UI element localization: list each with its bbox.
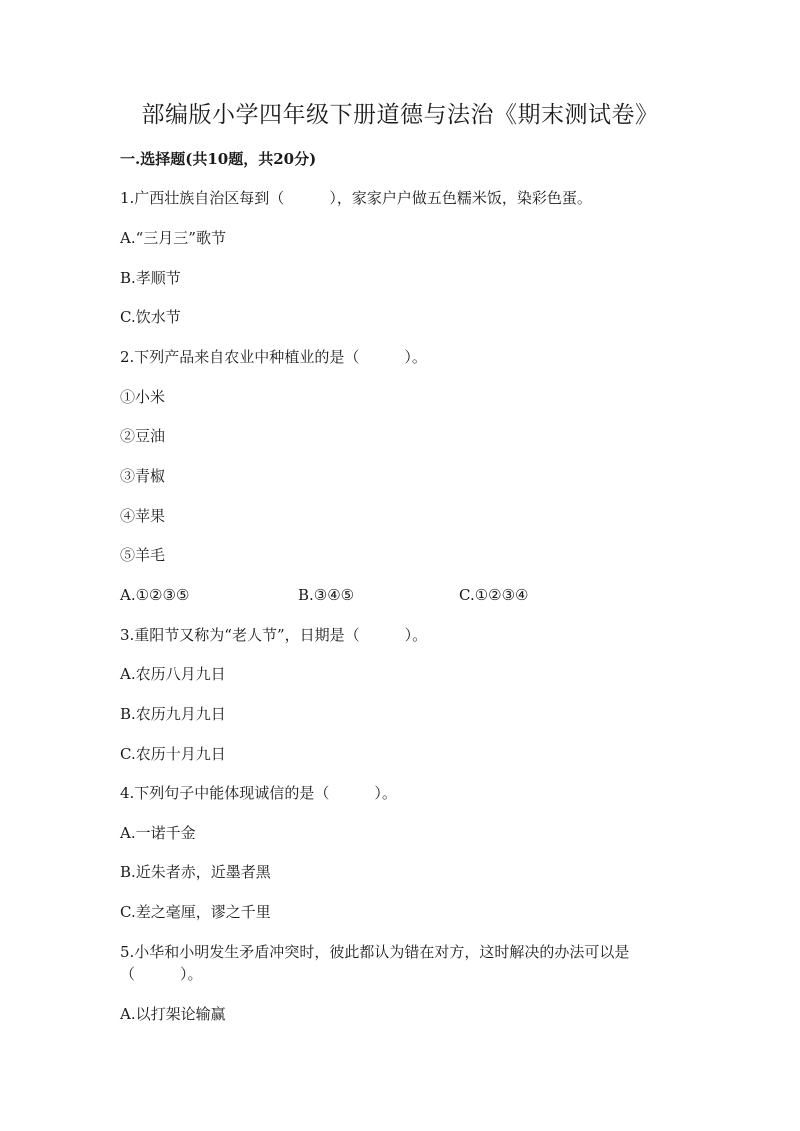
question-2-option-c: C.①②③④ [459,586,529,604]
question-1-option-b: B.孝顺节 [120,269,181,287]
question-2-item-5: ⑤羊毛 [120,546,166,564]
question-4-option-b: B.近朱者赤，近墨者黑 [120,863,271,881]
question-5-stem-line-1: 5.小华和小明发生矛盾冲突时，彼此都认为错在对方，这时解决的办法可以是 [120,943,630,961]
question-2-option-a: A.①②③⑤ [120,586,190,604]
question-3-option-a: A.农历八月九日 [120,665,226,683]
question-2-item-1: ①小米 [120,388,166,406]
question-2-option-b: B.③④⑤ [298,586,355,604]
question-1-option-c: C.饮水节 [120,308,181,326]
question-2-item-2: ②豆油 [120,427,166,445]
question-5-option-a: A.以打架论输赢 [120,1005,226,1023]
question-4-stem: 4.下列句子中能体现诚信的是（ ）。 [120,784,397,802]
section-heading: 一.选择题(共10题，共20分) [120,150,317,168]
question-4-option-c: C.差之毫厘，谬之千里 [120,903,271,921]
question-2-item-4: ④苹果 [120,507,166,525]
question-3-option-b: B.农历九月九日 [120,705,226,723]
question-1-option-a: A.“三月三”歌节 [120,229,226,247]
question-3-option-c: C.农历十月九日 [120,745,226,763]
question-2-item-3: ③青椒 [120,467,166,485]
question-3-stem: 3.重阳节又称为“老人节”，日期是（ ）。 [120,626,428,644]
question-4-option-a: A.一诺千金 [120,824,196,842]
page-title: 部编版小学四年级下册道德与法治《期末测试卷》 [141,102,659,128]
question-5-stem-line-2: （ ）。 [120,965,203,983]
question-2-stem: 2.下列产品来自农业中种植业的是（ ）。 [120,348,427,366]
question-1-stem: 1.广西壮族自治区每到（ ），家家户户做五色糯米饭，染彩色蛋。 [120,189,592,207]
